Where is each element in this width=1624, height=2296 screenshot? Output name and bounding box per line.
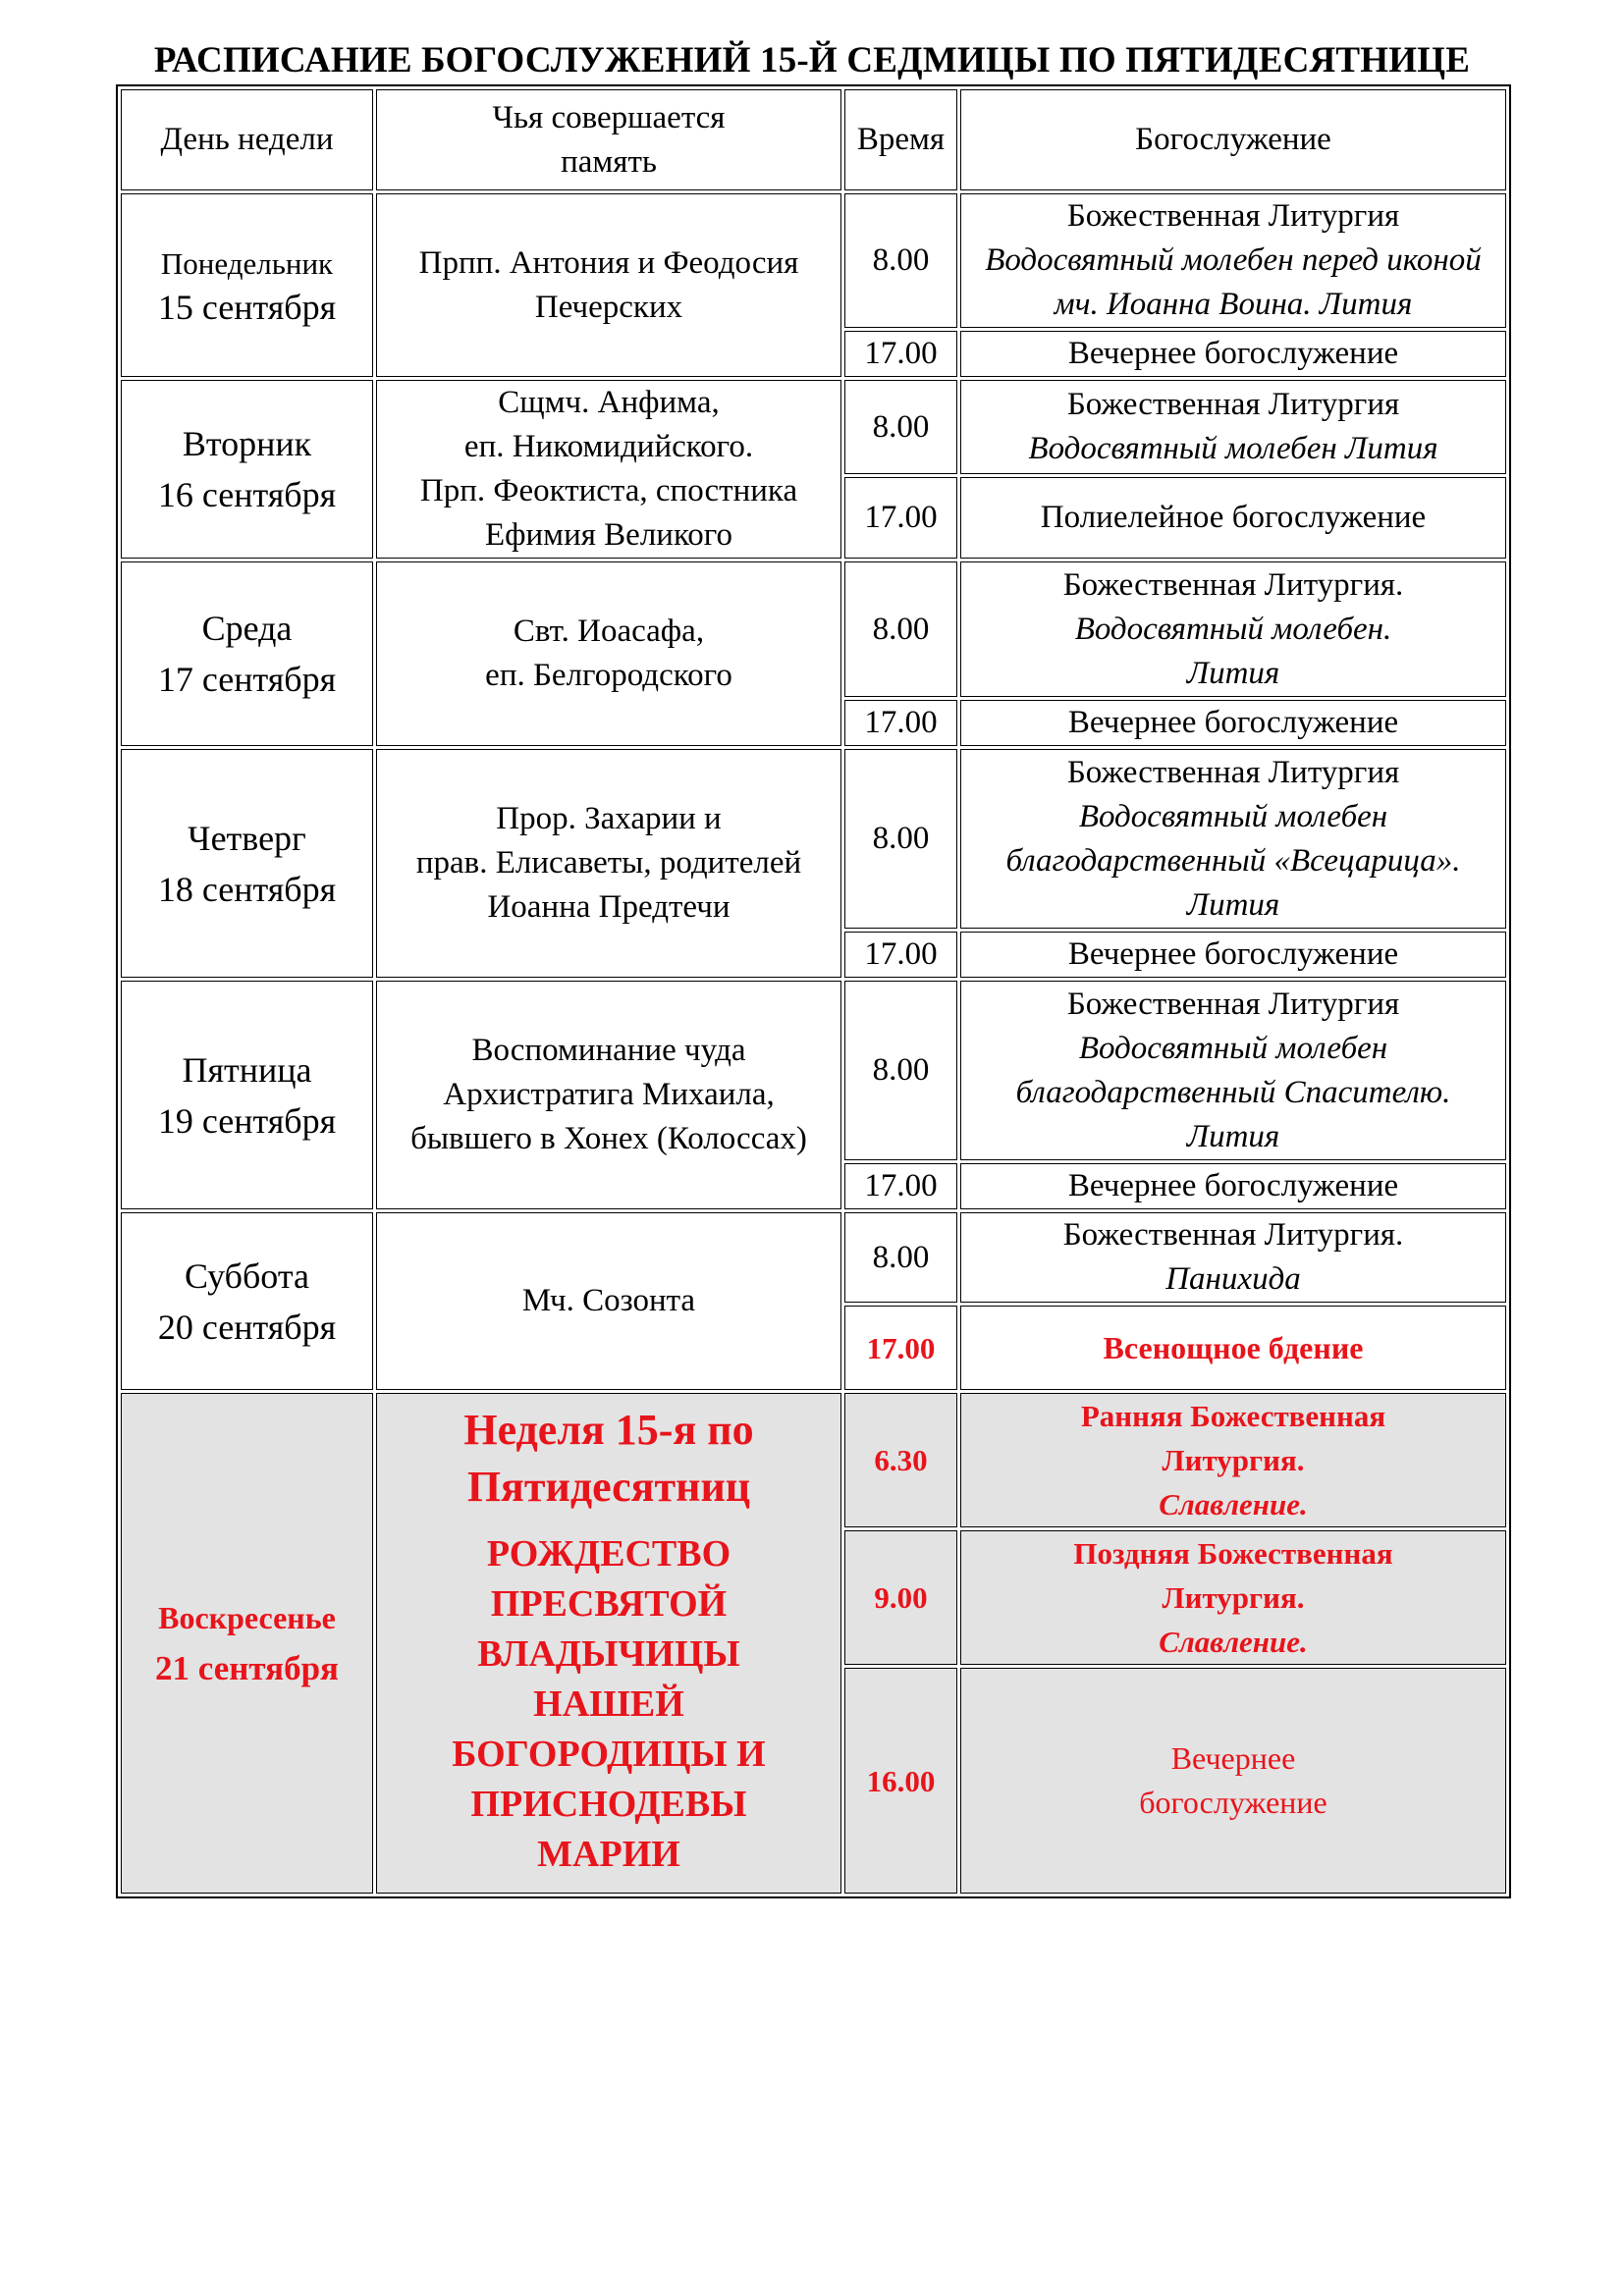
memory-line: Ефимия Великого — [484, 517, 733, 553]
memory-line: Мч. Созонта — [521, 1283, 696, 1318]
service-line: Литургия. — [1162, 1443, 1305, 1477]
feast-line: БОГОРОДИЦЫ И — [452, 1734, 766, 1775]
memory-line: бывшего в Хонех (Колоссах) — [410, 1121, 807, 1156]
memory-line: Прп. Феоктиста, спостника — [419, 473, 798, 508]
day-name: Четверг — [188, 818, 306, 858]
service-cell — [960, 1212, 1506, 1303]
memory-line: Свт. Иоасафа, — [513, 614, 705, 649]
day-date: 18 сентября — [157, 869, 337, 909]
day-cell-monday — [121, 193, 373, 377]
service-line: Панихида — [1165, 1261, 1301, 1297]
memory-line: Воспоминание чуда — [471, 1033, 746, 1068]
header-time: Время — [844, 89, 957, 190]
day-cell-wednesday — [121, 561, 373, 746]
header-day: День недели — [121, 89, 373, 190]
day-date: 17 сентября — [157, 660, 337, 699]
service-line: Водосвятный молебен перед иконой — [985, 242, 1482, 278]
day-date: 20 сентября — [157, 1307, 337, 1347]
time-cell: 17.00 — [844, 1163, 957, 1209]
memory-line: Иоанна Предтечи — [487, 889, 731, 925]
service-line: Водосвятный молебен — [1078, 798, 1388, 834]
service-line: благодарственный Спасителю. — [1015, 1074, 1451, 1110]
memory-line: Архистратига Михаила, — [443, 1077, 775, 1112]
day-name: Вторник — [182, 424, 312, 463]
service-cell: Вечернее богослужение — [960, 932, 1506, 978]
service-line: Божественная Литургия — [1066, 198, 1400, 234]
service-line: Литургия. — [1162, 1580, 1305, 1615]
feast-line: НАШЕЙ — [533, 1683, 684, 1725]
table-row — [121, 749, 1506, 929]
schedule-table — [116, 84, 1511, 1898]
table-row — [121, 561, 1506, 697]
service-cell — [960, 1393, 1506, 1527]
time-cell: 17.00 — [844, 700, 957, 746]
time-cell: 8.00 — [844, 749, 957, 929]
day-name: Воскресенье — [158, 1600, 336, 1635]
memory-line: Печерских — [534, 289, 683, 325]
day-cell-friday — [121, 981, 373, 1209]
service-line: Лития — [1186, 886, 1280, 923]
service-line: Поздняя Божественная — [1073, 1536, 1393, 1571]
service-cell — [960, 1668, 1506, 1894]
time-cell: 17.00 — [844, 932, 957, 978]
service-line: благодарственный «Всецарица». — [1005, 842, 1461, 879]
day-name: Понедельник — [160, 245, 334, 281]
memory-line: Сщмч. Анфима, — [498, 385, 720, 420]
service-cell: Всенощное бдение — [960, 1306, 1506, 1390]
service-line: Водосвятный молебен — [1078, 1030, 1388, 1066]
service-line: Божественная Литургия — [1066, 387, 1400, 423]
week-title-line: Пятидесятниц — [466, 1463, 751, 1511]
header-memory-line-1: Чья совершается — [492, 99, 726, 135]
time-cell: 9.00 — [844, 1530, 957, 1665]
service-line: мч. Иоанна Воина. Лития — [1054, 287, 1413, 322]
service-line: богослужение — [1139, 1785, 1327, 1820]
time-cell: 8.00 — [844, 193, 957, 328]
page-title: РАСПИСАНИЕ БОГОСЛУЖЕНИЙ 15-Й СЕДМИЦЫ ПО ПЯТИДЕСЯТНИЦЕ — [153, 40, 1471, 80]
header-service: Богослужение — [960, 89, 1506, 190]
service-line: Водосвятный молебен. — [1074, 611, 1392, 647]
day-name: Пятница — [182, 1049, 312, 1090]
header-memory-line-2: память — [561, 143, 657, 180]
service-line: Вечернее — [1170, 1740, 1296, 1776]
service-cell — [960, 749, 1506, 929]
service-cell — [960, 561, 1506, 697]
memory-line: Прор. Захарии и — [496, 801, 722, 836]
feast-cell-sunday — [376, 1393, 841, 1894]
memory-line: еп. Белгородского — [485, 658, 732, 693]
day-date: 19 сентября — [157, 1100, 337, 1141]
feast-line: ВЛАДЫЧИЦЫ — [477, 1633, 740, 1675]
memory-line: еп. Никомидийского. — [463, 429, 754, 464]
day-name: Суббота — [185, 1255, 309, 1296]
memory-cell-monday — [376, 193, 841, 377]
service-cell — [960, 1530, 1506, 1665]
header-memory — [376, 89, 841, 190]
service-line: Божественная Литургия — [1066, 754, 1400, 790]
memory-line: прав. Елисаветы, родителей — [415, 845, 802, 881]
time-cell: 17.00 — [844, 331, 957, 377]
time-cell: 16.00 — [844, 1668, 957, 1894]
service-line: Лития — [1186, 1118, 1280, 1154]
time-cell: 6.30 — [844, 1393, 957, 1527]
service-line: Славление. — [1159, 1625, 1308, 1659]
service-cell — [960, 981, 1506, 1160]
service-cell: Полиелейное богослужение — [960, 477, 1506, 559]
table-row — [121, 981, 1506, 1160]
time-cell: 8.00 — [844, 561, 957, 697]
memory-cell-wednesday — [376, 561, 841, 746]
week-title-line: Неделя 15-я по — [463, 1406, 754, 1454]
table-row — [121, 380, 1506, 474]
table-row — [121, 1393, 1506, 1527]
feast-line: МАРИИ — [537, 1834, 680, 1875]
service-cell: Вечернее богослужение — [960, 1163, 1506, 1209]
feast-line: ПРИСНОДЕВЫ — [470, 1784, 747, 1825]
day-date: 16 сентября — [157, 475, 337, 514]
day-date: 15 сентября — [157, 287, 337, 327]
table-row — [121, 1212, 1506, 1303]
day-cell-thursday — [121, 749, 373, 978]
memory-cell-friday — [376, 981, 841, 1209]
service-line: Славление. — [1159, 1487, 1308, 1522]
day-name: Среда — [201, 609, 293, 648]
service-cell: Вечернее богослужение — [960, 331, 1506, 377]
service-line: Ранняя Божественная — [1080, 1399, 1386, 1433]
service-cell — [960, 380, 1506, 474]
service-cell — [960, 193, 1506, 328]
time-cell: 8.00 — [844, 1212, 957, 1303]
time-cell: 8.00 — [844, 380, 957, 474]
service-line: Божественная Литургия — [1066, 986, 1400, 1022]
table-row — [121, 193, 1506, 328]
day-cell-sunday — [121, 1393, 373, 1894]
memory-cell-thursday — [376, 749, 841, 978]
memory-cell-tuesday — [376, 380, 841, 559]
day-date: 21 сентября — [155, 1649, 339, 1687]
memory-cell-saturday — [376, 1212, 841, 1390]
time-cell: 8.00 — [844, 981, 957, 1160]
memory-line: Прпп. Антония и Феодосия — [418, 244, 799, 281]
feast-line: РОЖДЕСТВО — [486, 1533, 731, 1575]
feast-line: ПРЕСВЯТОЙ — [490, 1583, 728, 1625]
time-cell: 17.00 — [844, 477, 957, 559]
service-line: Водосвятный молебен Лития — [1028, 431, 1438, 467]
service-line: Божественная Литургия. — [1062, 566, 1404, 603]
service-cell: Вечернее богослужение — [960, 700, 1506, 746]
service-line: Божественная Литургия. — [1062, 1217, 1404, 1253]
header-row — [121, 89, 1506, 190]
day-cell-saturday — [121, 1212, 373, 1390]
service-line: Лития — [1186, 655, 1280, 691]
time-cell: 17.00 — [844, 1306, 957, 1390]
day-cell-tuesday — [121, 380, 373, 559]
